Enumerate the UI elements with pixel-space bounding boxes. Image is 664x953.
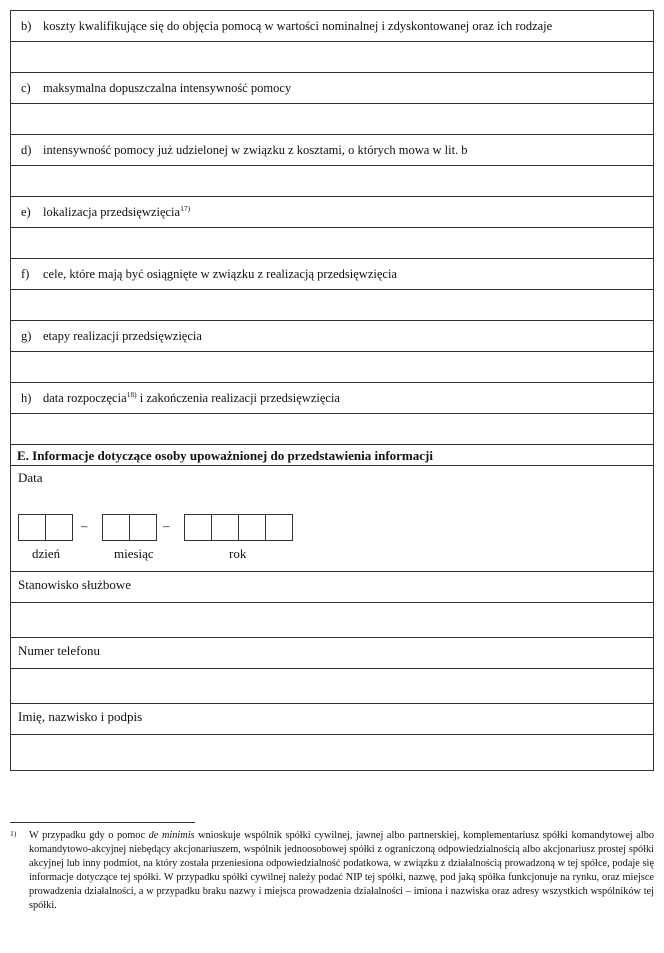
year-digit-box[interactable] [211, 514, 239, 541]
month-digit-box[interactable] [129, 514, 157, 541]
footnote-divider [10, 822, 195, 823]
footnote [10, 829, 654, 913]
item-letter: b) [21, 19, 32, 33]
item-b-answer-field[interactable] [11, 42, 653, 73]
year-digit-box[interactable] [265, 514, 293, 541]
phone-label-row [11, 638, 653, 669]
footnote-text [29, 829, 654, 913]
year-caption: rok [229, 546, 247, 561]
item-g-question [11, 321, 653, 352]
name-signature-label: Imię, nazwisko i podpis [18, 709, 143, 724]
date-label: Data [18, 470, 43, 485]
form-table [10, 10, 654, 771]
footnote-text-rest: wnioskuje wspólnik spółki cywilnej, jawnej albo partnerskiej, komplementariusz spółki komandytowej albo komandytowo-akcyjnej niebędący akcjonariuszem, wspólnik jednoosobowej spółki z ograniczoną odpowiedzialnością albo akcjonariusz prostej spółki akcyjnej lub inny podmiot, na który została przeniesiona odpowiedzialność podatkowa, w związku z działalnością prowadzoną w tej spółce, podaje się informacje dotyczące tej spółki. W przypadku spółki cywilnej należy podać NIP tej spółki, nazwę, pod jaką spółka funkcjonuje na rynku, oraz miejsce prowadzenia działalności, a w przypadku braku nazwy i miejsca prowadzenia działalności – imiona i nazwiska oraz adresy wszystkich wspólników tej spółki. [29, 830, 654, 911]
day-digit-box[interactable] [18, 514, 46, 541]
day-boxes [18, 514, 72, 541]
item-c-answer-field[interactable] [11, 104, 653, 135]
month-digit-box[interactable] [102, 514, 130, 541]
name-signature-field[interactable] [11, 735, 653, 770]
item-d-question [11, 135, 653, 166]
item-e-question [11, 197, 653, 228]
section-e-title: E. Informacje dotyczące osoby upoważnionej do przedstawienia informacji [11, 445, 653, 466]
item-text: cele, które mają być osiągnięte w związku z realizacją przedsięwzięcia [43, 267, 397, 281]
item-letter: c) [21, 81, 31, 95]
item-text-continued: i zakończenia realizacji przedsięwzięcia [136, 391, 340, 405]
date-section [11, 466, 653, 572]
item-f-question [11, 259, 653, 290]
year-digit-box[interactable] [184, 514, 212, 541]
item-g-answer-field[interactable] [11, 352, 653, 383]
item-letter: h) [21, 391, 32, 405]
item-e-answer-field[interactable] [11, 228, 653, 259]
date-separator: – [81, 518, 88, 533]
item-letter: f) [21, 267, 30, 281]
item-letter: g) [21, 329, 32, 343]
item-text: intensywność pomocy już udzielonej w związku z kosztami, o których mowa w lit. b [43, 143, 468, 157]
item-letter: d) [21, 143, 32, 157]
footnote-ref: 17) [180, 204, 191, 213]
footnote-mark: 1) [10, 829, 17, 838]
item-b-question [11, 11, 653, 42]
month-boxes [102, 514, 156, 541]
position-label-row [11, 572, 653, 603]
footnote-ref: 18) [126, 390, 137, 399]
footnote-text-start: W przypadku gdy o pomoc [29, 830, 149, 841]
item-h-answer-field[interactable] [11, 414, 653, 445]
year-boxes [184, 514, 292, 541]
item-text: maksymalna dopuszczalna intensywność pomocy [43, 81, 292, 95]
item-f-answer-field[interactable] [11, 290, 653, 321]
day-caption: dzień [32, 546, 61, 561]
day-digit-box[interactable] [45, 514, 73, 541]
phone-label: Numer telefonu [18, 643, 100, 658]
item-letter: e) [21, 205, 31, 219]
item-c-question [11, 73, 653, 104]
year-digit-box[interactable] [238, 514, 266, 541]
item-text: data rozpoczęcia [43, 391, 127, 405]
item-text: lokalizacja przedsięwzięcia [43, 205, 181, 219]
item-text: etapy realizacji przedsięwzięcia [43, 329, 202, 343]
name-label-row [11, 704, 653, 735]
footnote-italic-term: de minimis [148, 830, 195, 841]
position-label: Stanowisko służbowe [18, 577, 132, 592]
position-field[interactable] [11, 603, 653, 638]
phone-field[interactable] [11, 669, 653, 704]
item-d-answer-field[interactable] [11, 166, 653, 197]
item-h-question [11, 383, 653, 414]
date-separator: – [163, 518, 170, 533]
item-text: koszty kwalifikujące się do objęcia pomocą w wartości nominalnej i zdyskontowanej oraz ich rodzaje [43, 19, 553, 33]
month-caption: miesiąc [114, 546, 154, 561]
